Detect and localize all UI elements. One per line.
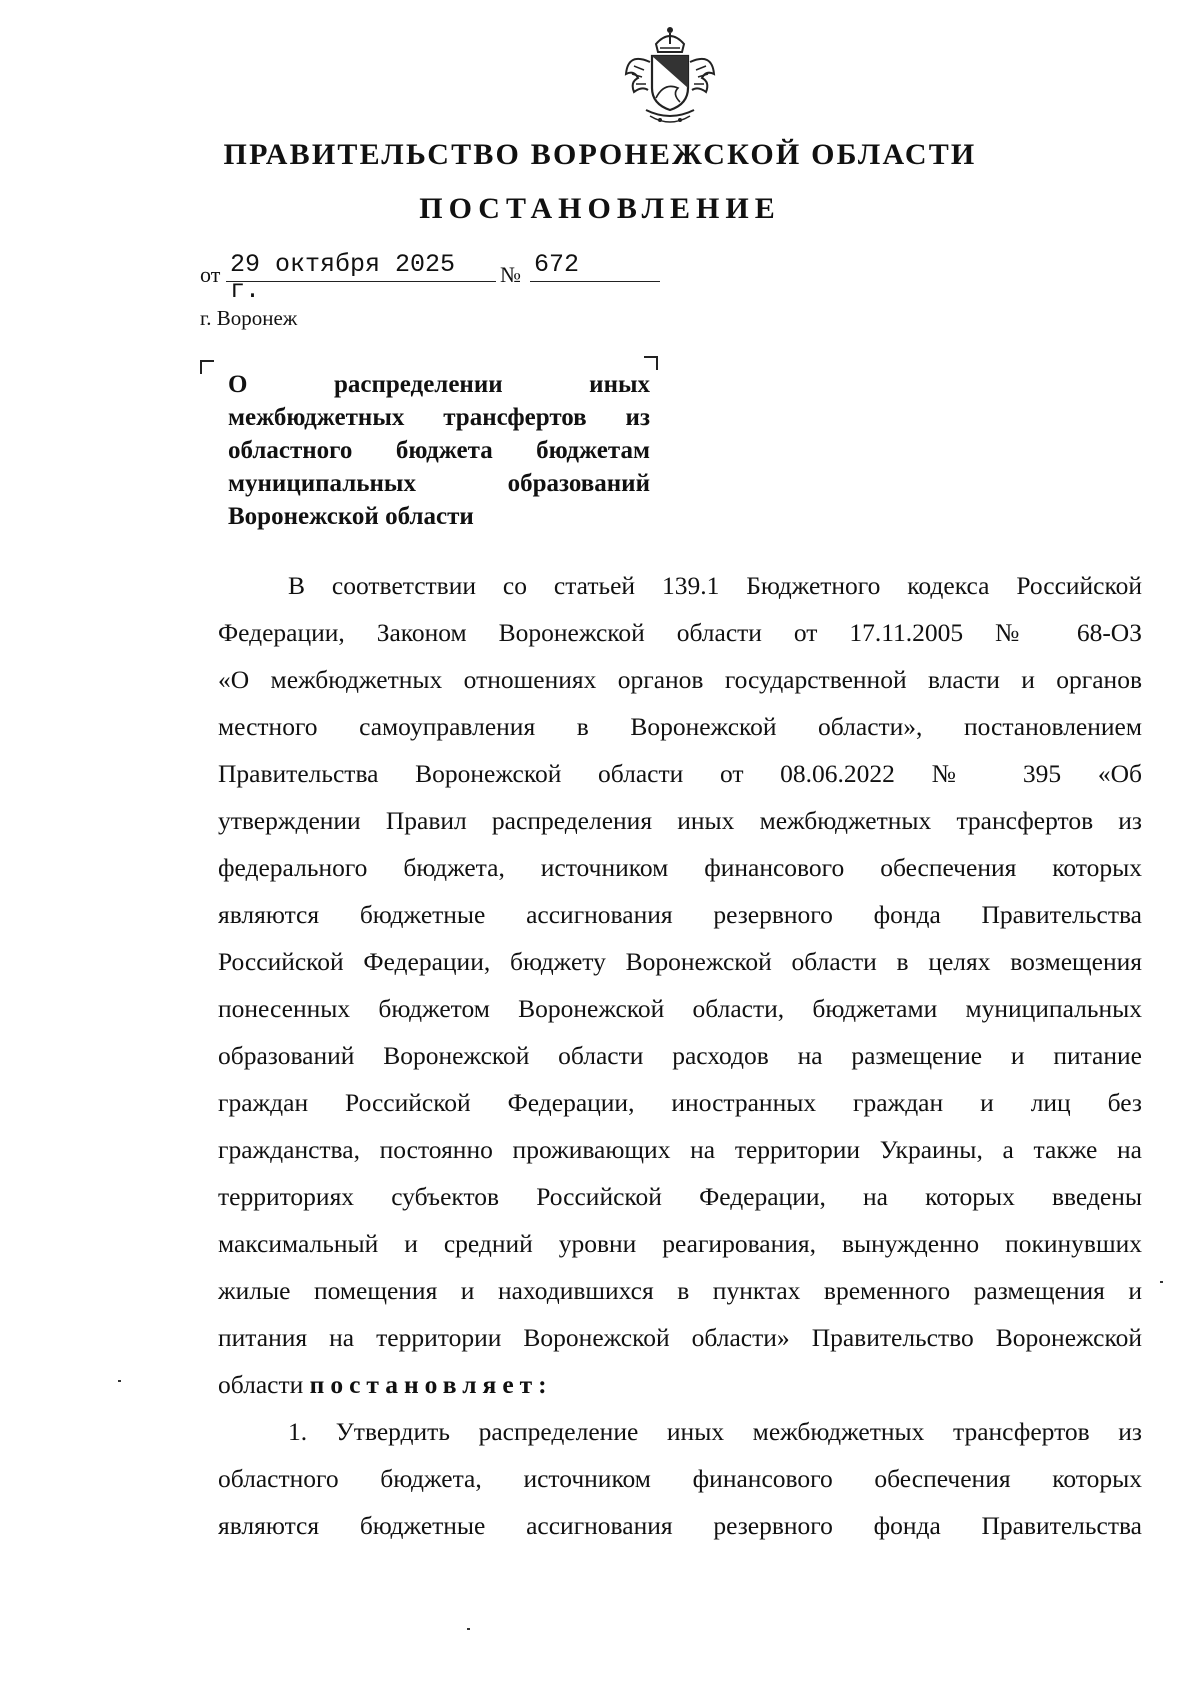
subject-line: муниципальных образований xyxy=(228,470,650,497)
document-date: 29 октября 2025 г. xyxy=(226,252,496,282)
document-type: ПОСТАНОВЛЕНИЕ xyxy=(419,192,781,225)
item1-line: областного бюджета, источником финансового обеспечения которых xyxy=(218,1464,1142,1493)
body-line: гражданства, постоянно проживающих на территории Украины, а также на xyxy=(218,1135,1142,1164)
subject-line: межбюджетных трансфертов из xyxy=(228,404,650,431)
coat-of-arms-icon xyxy=(620,22,720,130)
body-line: федерального бюджета, источником финансового обеспечения которых xyxy=(218,853,1142,882)
document-body xyxy=(218,562,1142,1549)
organization-title: ПРАВИТЕЛЬСТВО ВОРОНЕЖСКОЙ ОБЛАСТИ xyxy=(223,138,977,171)
reference-line xyxy=(200,250,760,305)
body-line: В соответствии со статьей 139.1 Бюджетного кодекса Российской xyxy=(288,571,1142,600)
scan-speck xyxy=(118,1380,121,1382)
body-line: «О межбюджетных отношениях органов государственной власти и органов xyxy=(218,665,1142,694)
body-line: максимальный и средний уровни реагирования, вынужденно покинувших xyxy=(218,1229,1142,1258)
body-line: жилые помещения и находившихся в пунктах временного размещения и xyxy=(218,1276,1142,1305)
body-line: утверждении Правил распределения иных межбюджетных трансфертов из xyxy=(218,806,1142,835)
city: г. Воронеж xyxy=(200,306,298,330)
resolve-prefix: области xyxy=(218,1370,304,1399)
body-line: понесенных бюджетом Воронежской области, бюджетами муниципальных xyxy=(218,994,1142,1023)
scan-speck xyxy=(1160,1281,1163,1283)
item1-line: являются бюджетные ассигнования резервного фонда Правительства xyxy=(218,1511,1142,1540)
body-line: местного самоуправления в Воронежской области», постановлением xyxy=(218,712,1142,741)
resolve-word: постановляет: xyxy=(309,1370,553,1399)
body-line: питания на территории Воронежской области» Правительство Воронежской xyxy=(218,1323,1142,1352)
body-line: являются бюджетные ассигнования резервного фонда Правительства xyxy=(218,900,1142,929)
body-line: граждан Российской Федерации, иностранных граждан и лиц без xyxy=(218,1088,1142,1117)
body-line: Правительства Воронежской области от 08.06.2022 № 395 «Об xyxy=(218,759,1142,788)
subject-line: Воронежской области xyxy=(228,503,474,530)
resolve-line xyxy=(218,1361,1142,1408)
body-line: образований Воронежской области расходов на размещение и питание xyxy=(218,1041,1142,1070)
subject-line: О распределении иных xyxy=(228,371,650,398)
item1-line: 1. Утвердить распределение иных межбюджетных трансфертов из xyxy=(288,1417,1142,1446)
corner-mark-left xyxy=(200,360,214,374)
document-number: 672 xyxy=(530,252,660,282)
body-line: Российской Федерации, бюджету Воронежской области в целях возмещения xyxy=(218,947,1142,976)
date-prefix: от xyxy=(200,262,221,287)
number-prefix: № xyxy=(500,262,521,287)
scan-speck xyxy=(467,1628,470,1630)
subject-line: областного бюджета бюджетам xyxy=(228,437,650,464)
body-line: территориях субъектов Российской Федерации, на которых введены xyxy=(218,1182,1142,1211)
document-subject xyxy=(228,368,650,533)
body-line: Федерации, Законом Воронежской области от 17.11.2005 № 68-ОЗ xyxy=(218,618,1142,647)
